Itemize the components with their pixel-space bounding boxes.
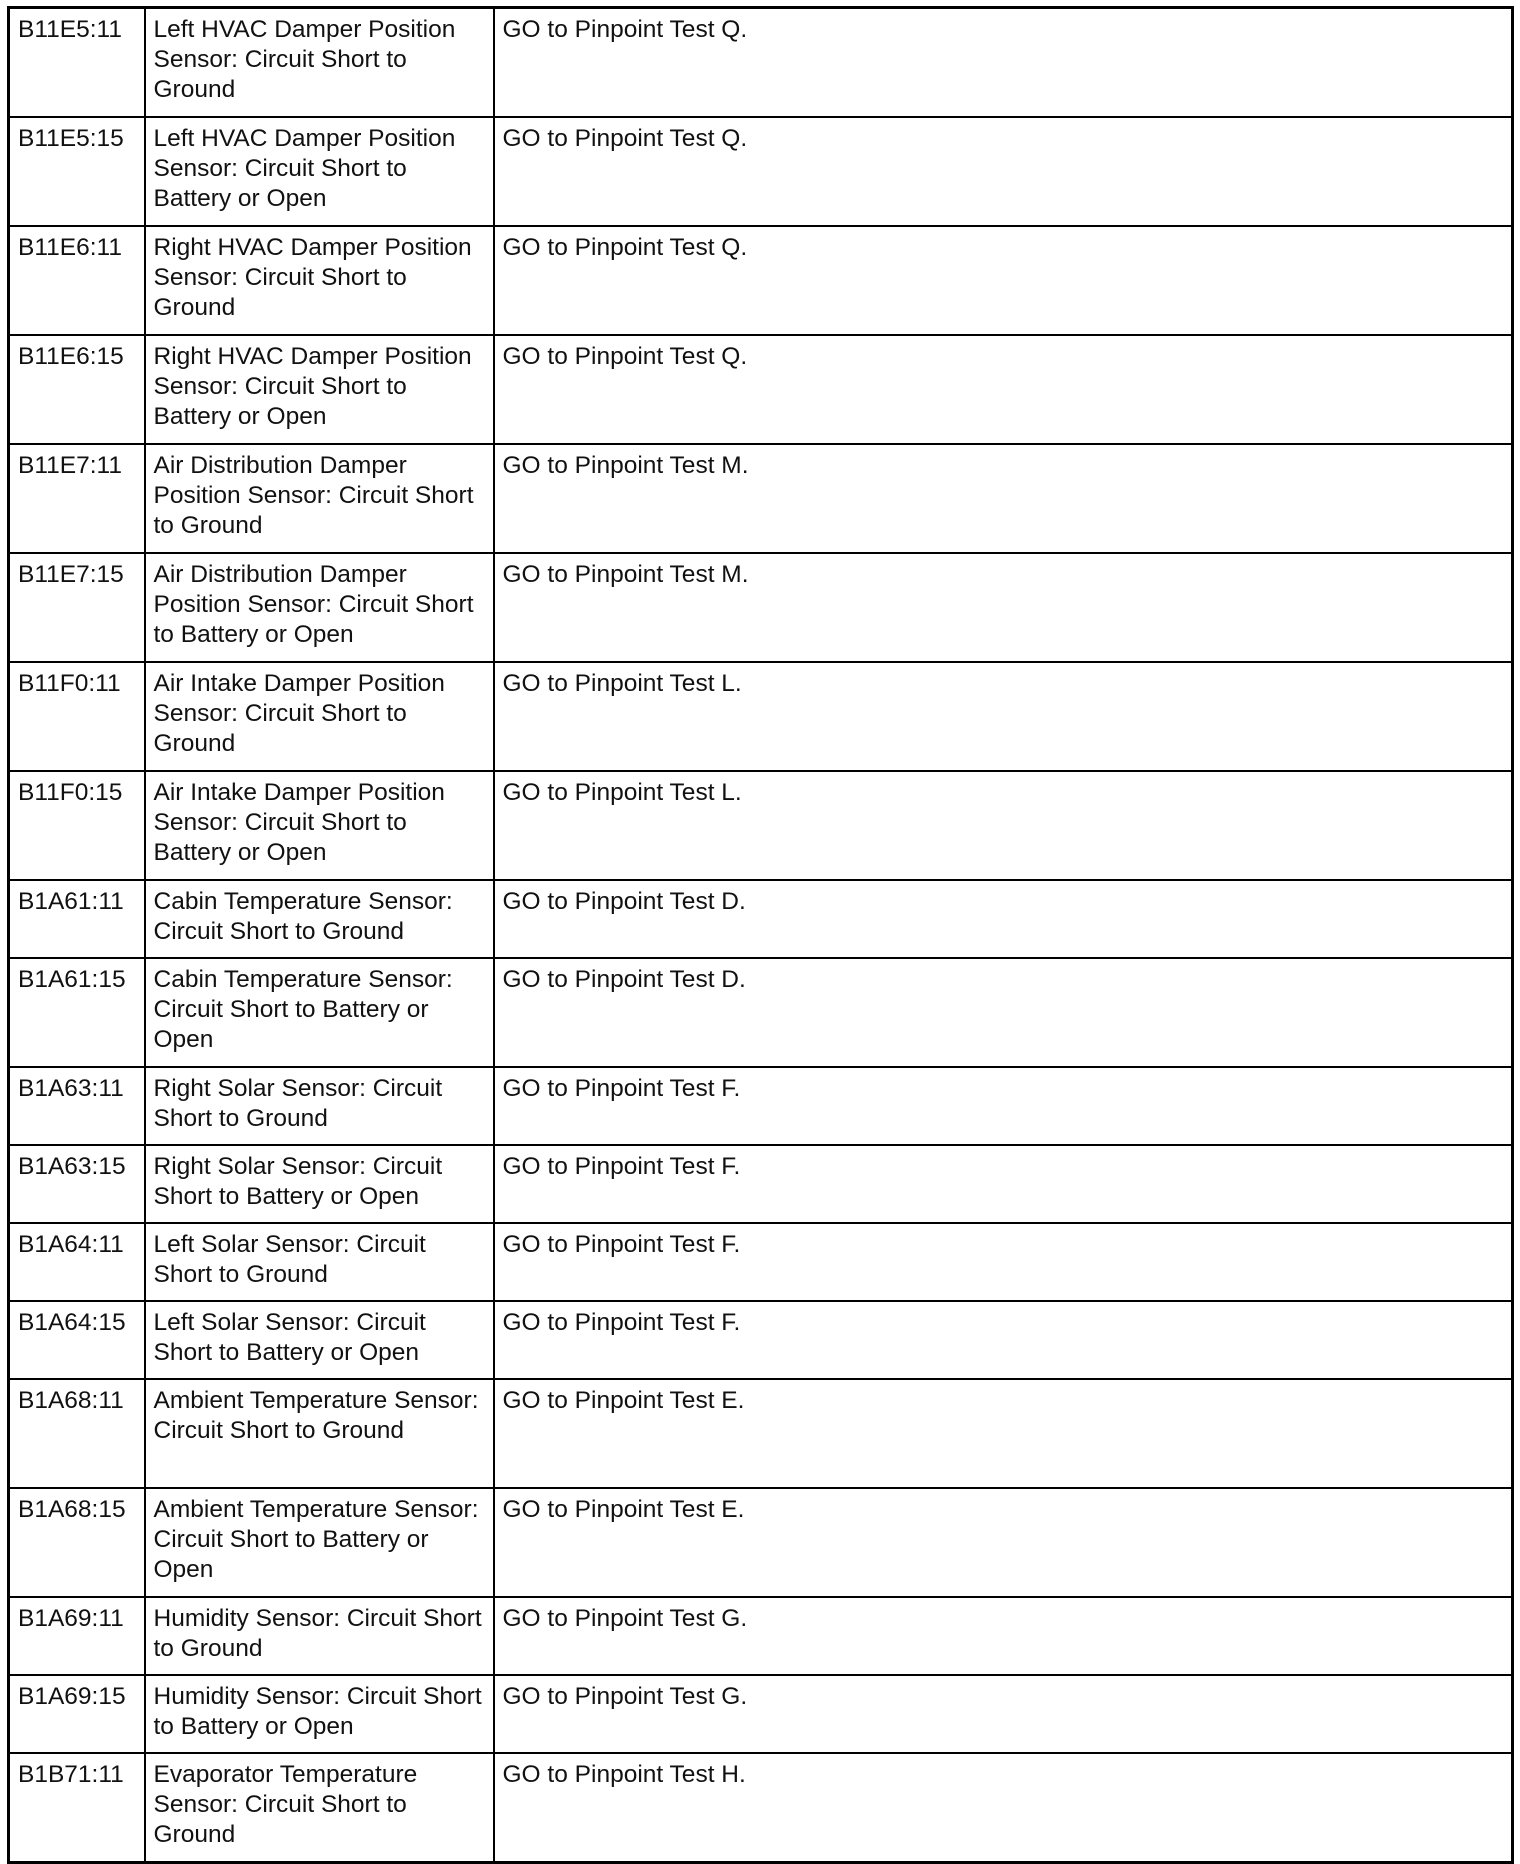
dtc-action: GO to Pinpoint Test G. <box>494 1675 1513 1753</box>
dtc-description: Cabin Temperature Sensor: Circuit Short to Battery or Open <box>145 958 494 1067</box>
dtc-code: B1A69:11 <box>9 1597 145 1675</box>
dtc-code: B1A64:15 <box>9 1301 145 1379</box>
dtc-action: GO to Pinpoint Test E. <box>494 1379 1513 1488</box>
table-row <box>9 1488 1513 1597</box>
dtc-action: GO to Pinpoint Test Q. <box>494 8 1513 118</box>
dtc-description: Right HVAC Damper Position Sensor: Circuit Short to Battery or Open <box>145 335 494 444</box>
dtc-table-body <box>9 8 1513 1863</box>
dtc-description: Evaporator Temperature Sensor: Circuit Short to Ground <box>145 1753 494 1863</box>
dtc-description: Humidity Sensor: Circuit Short to Battery or Open <box>145 1675 494 1753</box>
dtc-code: B11E6:11 <box>9 226 145 335</box>
table-row <box>9 117 1513 226</box>
dtc-action: GO to Pinpoint Test F. <box>494 1223 1513 1301</box>
table-row <box>9 1067 1513 1145</box>
table-row <box>9 958 1513 1067</box>
dtc-code: B11E5:15 <box>9 117 145 226</box>
dtc-action: GO to Pinpoint Test L. <box>494 771 1513 880</box>
dtc-action: GO to Pinpoint Test D. <box>494 958 1513 1067</box>
dtc-action: GO to Pinpoint Test L. <box>494 662 1513 771</box>
table-row <box>9 1301 1513 1379</box>
table-row <box>9 1145 1513 1223</box>
dtc-description: Left Solar Sensor: Circuit Short to Battery or Open <box>145 1301 494 1379</box>
table-row <box>9 1223 1513 1301</box>
dtc-code: B1A69:15 <box>9 1675 145 1753</box>
dtc-action: GO to Pinpoint Test H. <box>494 1753 1513 1863</box>
dtc-description: Left HVAC Damper Position Sensor: Circuit Short to Battery or Open <box>145 117 494 226</box>
dtc-description: Air Intake Damper Position Sensor: Circuit Short to Battery or Open <box>145 771 494 880</box>
dtc-code: B11F0:11 <box>9 662 145 771</box>
dtc-action: GO to Pinpoint Test F. <box>494 1301 1513 1379</box>
dtc-action: GO to Pinpoint Test F. <box>494 1145 1513 1223</box>
dtc-action: GO to Pinpoint Test Q. <box>494 335 1513 444</box>
dtc-description: Ambient Temperature Sensor: Circuit Short to Ground <box>145 1379 494 1488</box>
dtc-code: B11E5:11 <box>9 8 145 118</box>
dtc-action: GO to Pinpoint Test G. <box>494 1597 1513 1675</box>
dtc-description: Air Distribution Damper Position Sensor: Circuit Short to Ground <box>145 444 494 553</box>
dtc-description: Left HVAC Damper Position Sensor: Circuit Short to Ground <box>145 8 494 118</box>
dtc-code: B1A63:11 <box>9 1067 145 1145</box>
dtc-action: GO to Pinpoint Test E. <box>494 1488 1513 1597</box>
dtc-code: B11E6:15 <box>9 335 145 444</box>
dtc-description: Right Solar Sensor: Circuit Short to Ground <box>145 1067 494 1145</box>
dtc-description: Left Solar Sensor: Circuit Short to Ground <box>145 1223 494 1301</box>
dtc-table <box>7 6 1514 1864</box>
table-row <box>9 662 1513 771</box>
dtc-code: B1A61:15 <box>9 958 145 1067</box>
table-row <box>9 226 1513 335</box>
dtc-description: Right HVAC Damper Position Sensor: Circuit Short to Ground <box>145 226 494 335</box>
dtc-code: B11E7:15 <box>9 553 145 662</box>
dtc-code: B1B71:11 <box>9 1753 145 1863</box>
table-row <box>9 1379 1513 1488</box>
dtc-code: B1A64:11 <box>9 1223 145 1301</box>
dtc-action: GO to Pinpoint Test M. <box>494 444 1513 553</box>
dtc-code: B11E7:11 <box>9 444 145 553</box>
table-row <box>9 8 1513 118</box>
table-row <box>9 335 1513 444</box>
dtc-code: B11F0:15 <box>9 771 145 880</box>
dtc-description: Air Intake Damper Position Sensor: Circuit Short to Ground <box>145 662 494 771</box>
table-row <box>9 1597 1513 1675</box>
table-row <box>9 1753 1513 1863</box>
dtc-action: GO to Pinpoint Test M. <box>494 553 1513 662</box>
dtc-description: Air Distribution Damper Position Sensor: Circuit Short to Battery or Open <box>145 553 494 662</box>
dtc-code: B1A63:15 <box>9 1145 145 1223</box>
dtc-action: GO to Pinpoint Test F. <box>494 1067 1513 1145</box>
dtc-description: Cabin Temperature Sensor: Circuit Short to Ground <box>145 880 494 958</box>
dtc-action: GO to Pinpoint Test D. <box>494 880 1513 958</box>
table-row <box>9 444 1513 553</box>
table-row <box>9 1675 1513 1753</box>
dtc-description: Ambient Temperature Sensor: Circuit Short to Battery or Open <box>145 1488 494 1597</box>
table-row <box>9 880 1513 958</box>
dtc-code: B1A68:11 <box>9 1379 145 1488</box>
dtc-description: Humidity Sensor: Circuit Short to Ground <box>145 1597 494 1675</box>
table-row <box>9 553 1513 662</box>
dtc-action: GO to Pinpoint Test Q. <box>494 117 1513 226</box>
table-row <box>9 771 1513 880</box>
dtc-code: B1A68:15 <box>9 1488 145 1597</box>
dtc-description: Right Solar Sensor: Circuit Short to Battery or Open <box>145 1145 494 1223</box>
dtc-code: B1A61:11 <box>9 880 145 958</box>
dtc-action: GO to Pinpoint Test Q. <box>494 226 1513 335</box>
